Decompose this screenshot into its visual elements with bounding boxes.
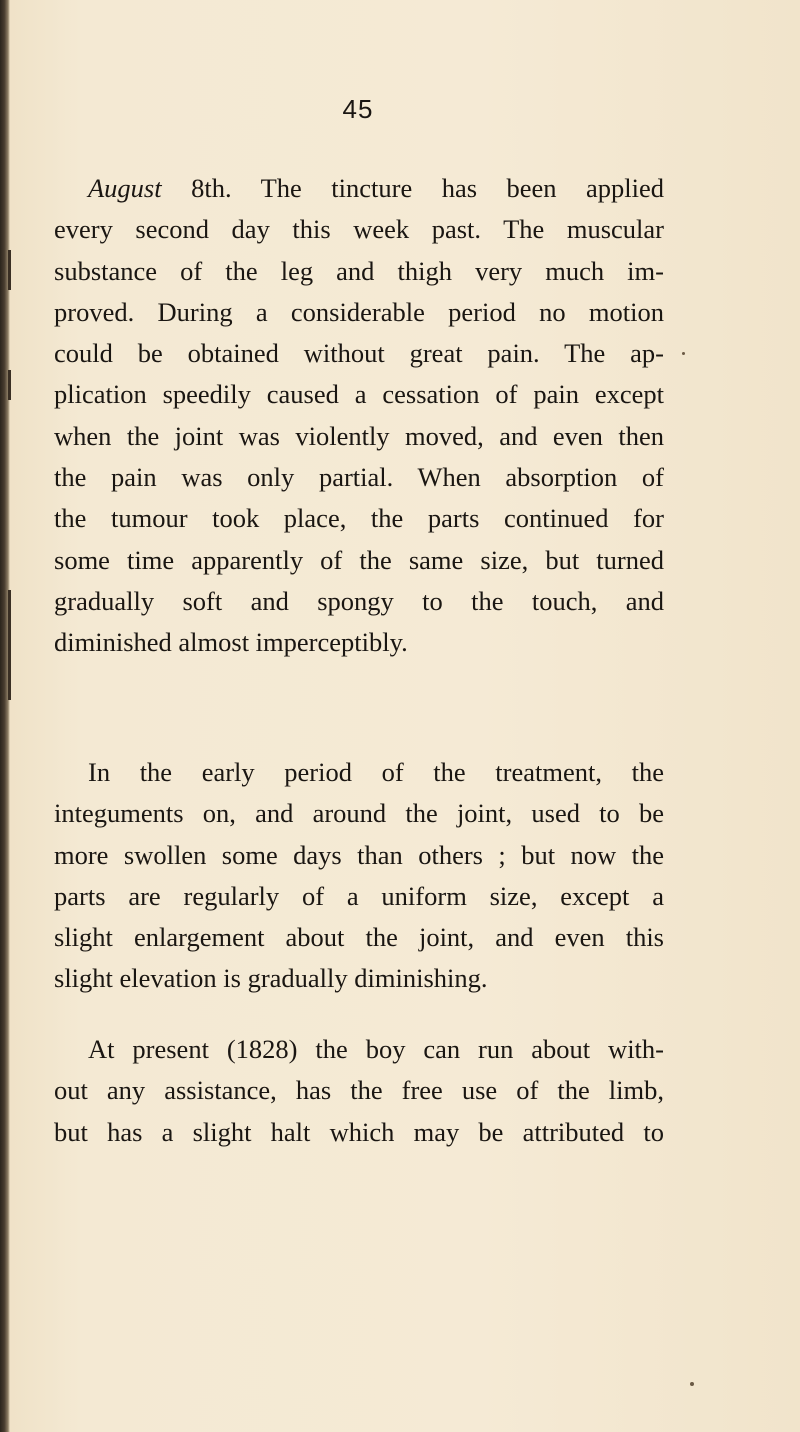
text-line: more swollen some days than others ; but now the xyxy=(54,839,664,870)
text-line: slight elevation is gradually diminishing. xyxy=(54,963,488,994)
text-line: some time apparently of the same size, but turned xyxy=(54,544,664,575)
binding-mark xyxy=(8,590,11,700)
paper-speck xyxy=(682,352,685,355)
paper-speck xyxy=(690,1382,694,1386)
text-line xyxy=(54,168,664,209)
text-line: the pain was only partial. When absorption of xyxy=(54,462,664,493)
text-line-content: The tincture has been applied xyxy=(231,173,664,203)
text-line: substance of the leg and thigh very much im- xyxy=(54,255,664,286)
date-lead-suffix: 8th. xyxy=(191,173,232,203)
book-binding-edge xyxy=(0,0,10,1432)
binding-mark xyxy=(8,370,11,400)
text-line: In the early period of the treatment, the xyxy=(88,757,664,787)
text-line: out any assistance, has the free use of the limb, xyxy=(54,1075,664,1106)
text-line: At present (1828) the boy can run about with- xyxy=(88,1034,664,1064)
text-line: when the joint was violently moved, and even then xyxy=(54,420,664,451)
text-line: slight enlargement about the joint, and even this xyxy=(54,922,664,953)
text-line: but has a slight halt which may be attributed to xyxy=(54,1116,664,1147)
text-line: the tumour took place, the parts continued for xyxy=(54,503,664,534)
text-line: proved. During a considerable period no motion xyxy=(54,296,664,327)
paragraph-3 xyxy=(54,1029,664,1153)
paragraph-1 xyxy=(54,168,664,664)
text-line: gradually soft and spongy to the touch, and xyxy=(54,585,664,616)
text-line: integuments on, and around the joint, used to be xyxy=(54,798,664,829)
text-line: diminished almost imperceptibly. xyxy=(54,627,408,658)
text-line: plication speedily caused a cessation of pain except xyxy=(54,379,664,410)
date-lead: August xyxy=(88,173,162,203)
page-number: 45 xyxy=(342,94,374,124)
text-line: parts are regularly of a uniform size, except a xyxy=(54,880,664,911)
paragraph-2 xyxy=(54,752,664,1000)
text-line: every second day this week past. The muscular xyxy=(54,214,664,245)
text-line: could be obtained without great pain. The ap- xyxy=(54,338,664,369)
binding-mark xyxy=(8,250,11,290)
